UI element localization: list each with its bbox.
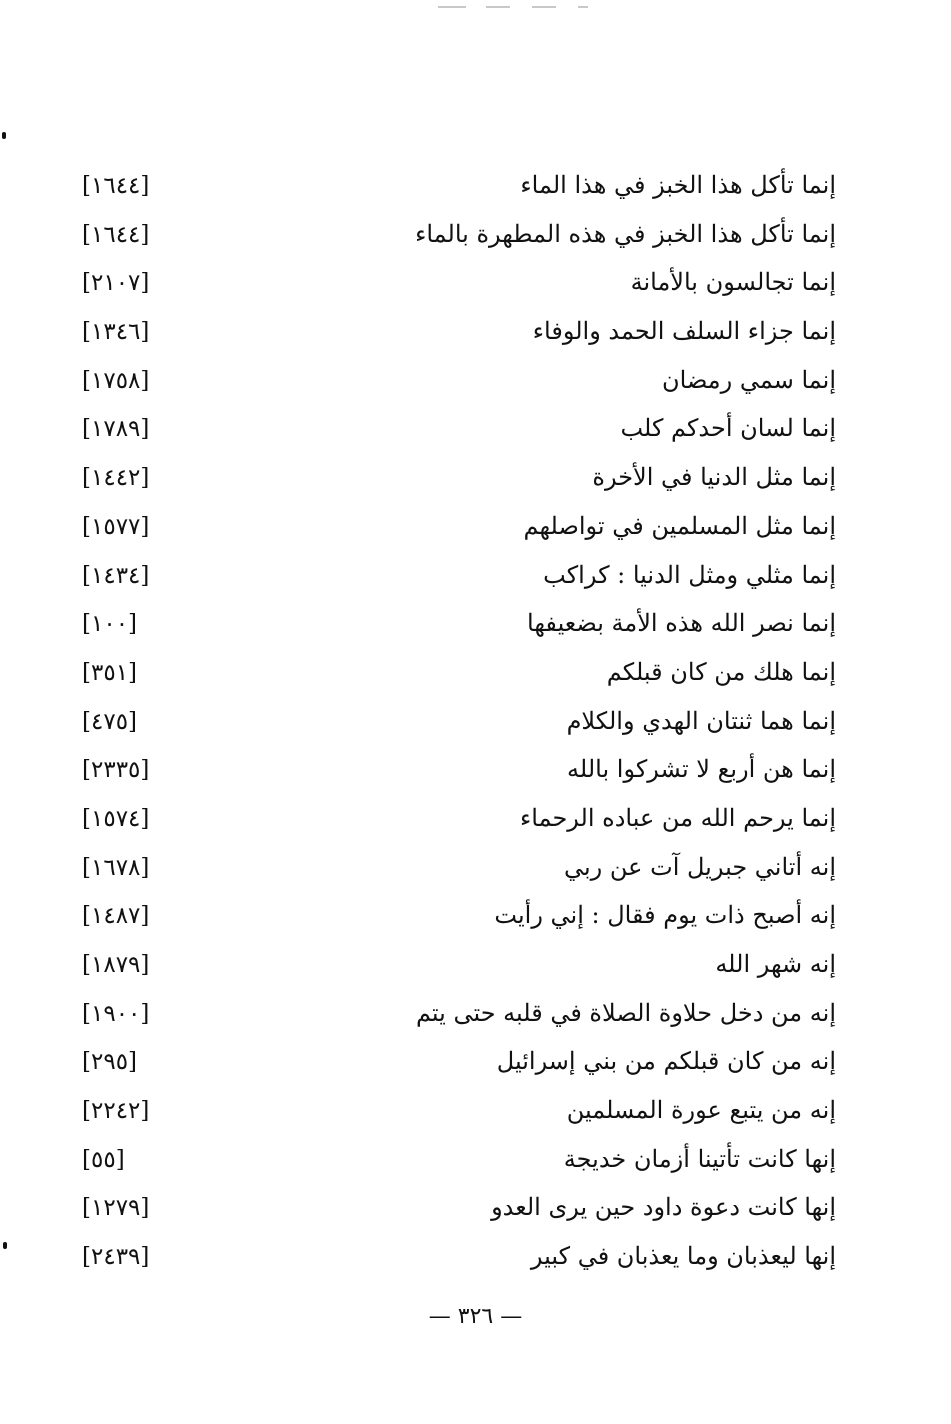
index-entry bbox=[60, 600, 840, 649]
index-entry bbox=[60, 746, 840, 795]
index-entry bbox=[60, 454, 840, 503]
top-divider-segment bbox=[532, 6, 556, 8]
entry-text: إنه أتاني جبريل آت عن ربي bbox=[563, 852, 836, 881]
entry-text: إنها كانت دعوة داود حين يرى العدو bbox=[491, 1193, 836, 1222]
entry-text: إنما هن أربع لا تشركوا بالله bbox=[567, 755, 836, 784]
index-entry bbox=[60, 503, 840, 552]
entry-text: إنما تجالسون بالأمانة bbox=[630, 268, 836, 297]
entry-text: إنما تأكل هذا الخبز في هذه المطهرة بالماء bbox=[415, 219, 836, 248]
entry-reference: [١٧٨٩] bbox=[82, 416, 150, 443]
entry-reference: [٢٤٣٩] bbox=[82, 1244, 150, 1271]
entry-text: إنما جزاء السلف الحمد والوفاء bbox=[532, 317, 836, 346]
entry-reference: [١٦٤٤] bbox=[82, 221, 150, 248]
index-entry bbox=[60, 698, 840, 747]
top-divider-segment bbox=[486, 6, 510, 8]
entry-text: إنما تأكل هذا الخبز في هذا الماء bbox=[520, 171, 836, 199]
entry-text: إنه أصبح ذات يوم فقال : إني رأيت bbox=[494, 901, 836, 930]
index-entry bbox=[60, 892, 840, 941]
top-divider-segment bbox=[578, 6, 588, 8]
entry-reference: [١٥٧٧] bbox=[82, 513, 150, 540]
index-entry bbox=[60, 552, 840, 601]
entry-text: إنها كانت تأتينا أزمان خديجة bbox=[563, 1144, 836, 1173]
index-entry bbox=[60, 162, 840, 211]
index-entry bbox=[60, 259, 840, 308]
index-entry bbox=[60, 211, 840, 260]
entry-text: إنما نصر الله هذه الأمة بضعيفها bbox=[527, 609, 836, 638]
index-entry bbox=[60, 1038, 840, 1087]
scan-mark bbox=[3, 1242, 7, 1249]
entry-reference: [١٦٤٤] bbox=[82, 173, 150, 199]
index-entry bbox=[60, 649, 840, 698]
index-entry bbox=[60, 308, 840, 357]
entry-reference: [١٩٠٠] bbox=[82, 1000, 150, 1027]
index-entry bbox=[60, 1087, 840, 1136]
page-number: — ٣٢٦ — bbox=[428, 1304, 523, 1329]
entry-reference: [٢٣٣٥] bbox=[82, 757, 150, 784]
entry-text: إنما هما ثنتان الهدي والكلام bbox=[566, 706, 836, 735]
entry-reference: [٢٢٤٢] bbox=[82, 1098, 150, 1125]
entry-reference: [١٧٥٨] bbox=[82, 367, 150, 394]
entry-text: إنه من دخل حلاوة الصلاة في قلبه حتى يتم bbox=[415, 998, 836, 1027]
entry-text: إنما هلك من كان قبلكم bbox=[606, 657, 836, 686]
index-entry bbox=[60, 357, 840, 406]
entry-text: إنه من يتبع عورة المسلمين bbox=[566, 1096, 836, 1125]
index-entry bbox=[60, 795, 840, 844]
entry-text: إنما مثل الدنيا في الأخرة bbox=[592, 463, 836, 492]
top-divider-segment bbox=[438, 6, 466, 8]
scan-mark bbox=[2, 132, 6, 139]
entry-reference: [١٣٤٦] bbox=[82, 319, 150, 346]
entry-text: إنما يرحم الله من عباده الرحماء bbox=[520, 803, 836, 832]
entry-text: إنه من كان قبلكم من بني إسرائيل bbox=[496, 1047, 836, 1076]
entry-reference: [١٤٤٢] bbox=[82, 465, 150, 492]
entry-reference: [١٤٣٤] bbox=[82, 562, 150, 589]
index-entry bbox=[60, 941, 840, 990]
entry-reference: [١٢٧٩] bbox=[82, 1195, 150, 1222]
entry-text: إنما سمي رمضان bbox=[662, 365, 836, 394]
index-entry bbox=[60, 1136, 840, 1185]
index-entry bbox=[60, 405, 840, 454]
index-entry bbox=[60, 844, 840, 893]
entry-reference: [٢٩٥] bbox=[82, 1049, 138, 1076]
entry-text: إنما مثلي ومثل الدنيا : كراكب bbox=[543, 560, 836, 589]
entry-reference: [٢١٠٧] bbox=[82, 270, 150, 297]
entry-text: إنها ليعذبان وما يعذبان في كبير bbox=[530, 1242, 836, 1271]
entry-text: إنما لسان أحدكم كلب bbox=[620, 414, 836, 443]
entry-reference: [١٦٧٨] bbox=[82, 854, 150, 881]
entry-reference: [١٨٧٩] bbox=[82, 952, 150, 978]
entry-text: إنما مثل المسلمين في تواصلهم bbox=[523, 511, 836, 540]
entry-reference: [٣٥١] bbox=[82, 659, 138, 686]
index-entry bbox=[60, 1233, 840, 1282]
entry-reference: [٤٧٥] bbox=[82, 708, 138, 735]
entry-reference: [١٤٨٧] bbox=[82, 903, 150, 930]
entry-reference: [٥٥] bbox=[82, 1146, 125, 1173]
index-list bbox=[60, 162, 840, 1282]
entry-reference: [١٥٧٤] bbox=[82, 805, 150, 832]
index-entry bbox=[60, 1184, 840, 1233]
entry-reference: [١٠٠] bbox=[82, 611, 138, 638]
entry-text: إنه شهر الله bbox=[715, 950, 836, 978]
index-entry bbox=[60, 990, 840, 1039]
